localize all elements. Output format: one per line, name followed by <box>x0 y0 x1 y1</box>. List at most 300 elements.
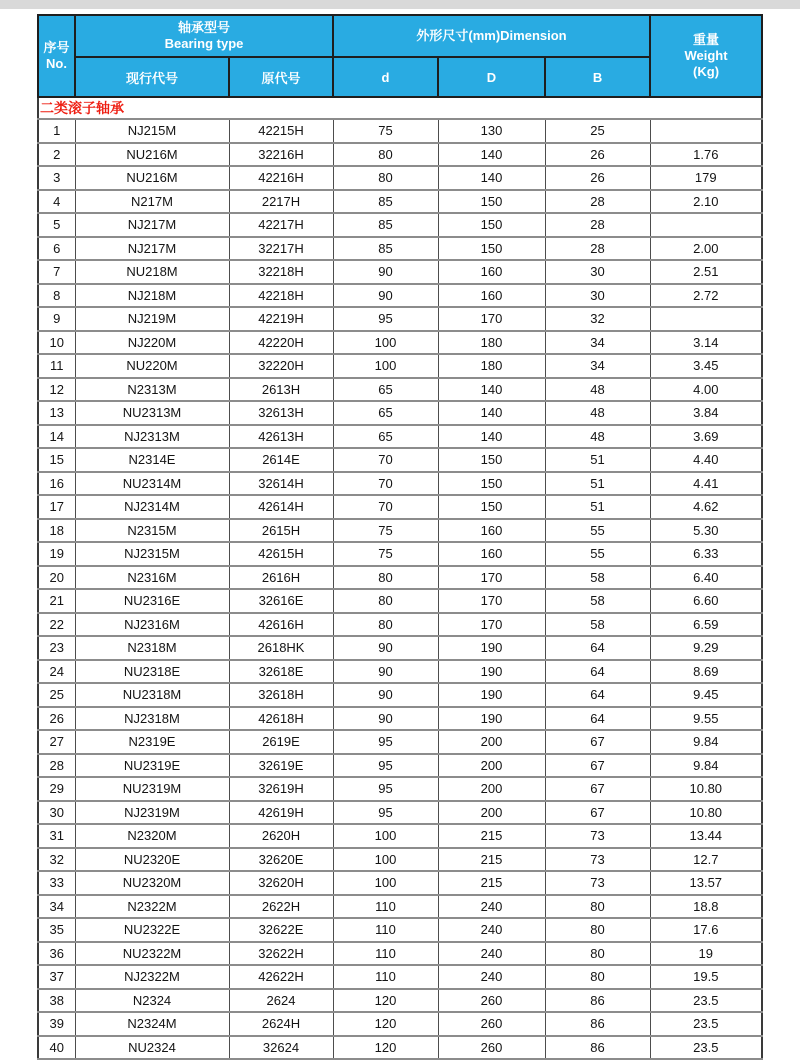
dim-B-cell: 51 <box>545 448 650 472</box>
dim-D-cell: 160 <box>438 260 545 284</box>
dim-D-cell: 160 <box>438 284 545 308</box>
weight-cell: 13.57 <box>650 871 762 895</box>
weight-cell: 23.5 <box>650 1036 762 1060</box>
dim-d-cell: 75 <box>333 119 438 143</box>
old-code-cell: 2619E <box>229 730 333 754</box>
table-row <box>38 683 762 707</box>
weight-cell: 6.33 <box>650 542 762 566</box>
dim-d-cell: 65 <box>333 401 438 425</box>
weight-cell: 3.45 <box>650 354 762 378</box>
dim-d-cell: 75 <box>333 519 438 543</box>
header-dim-d: d <box>333 57 438 97</box>
old-code-cell: 42613H <box>229 425 333 449</box>
dim-B-cell: 64 <box>545 636 650 660</box>
current-code-cell: NU2322E <box>75 918 229 942</box>
dim-B-cell: 48 <box>545 401 650 425</box>
weight-cell: 9.55 <box>650 707 762 731</box>
table-row <box>38 260 762 284</box>
row-no: 22 <box>38 613 75 637</box>
row-no: 25 <box>38 683 75 707</box>
header-dimension <box>333 15 650 57</box>
old-code-cell: 32618H <box>229 683 333 707</box>
old-code-cell: 32220H <box>229 354 333 378</box>
table-row <box>38 1012 762 1036</box>
table-row <box>38 143 762 167</box>
table-row <box>38 425 762 449</box>
current-code-cell: NJ2319M <box>75 801 229 825</box>
dim-D-cell: 200 <box>438 777 545 801</box>
old-code-cell: 32217H <box>229 237 333 261</box>
weight-cell <box>650 213 762 237</box>
dim-d-cell: 100 <box>333 354 438 378</box>
row-no: 16 <box>38 472 75 496</box>
dim-d-cell: 65 <box>333 378 438 402</box>
dim-D-cell: 240 <box>438 942 545 966</box>
dim-B-cell: 80 <box>545 965 650 989</box>
weight-cell: 3.84 <box>650 401 762 425</box>
weight-cell: 10.80 <box>650 801 762 825</box>
dim-D-cell: 170 <box>438 566 545 590</box>
table-row <box>38 871 762 895</box>
dim-B-cell: 55 <box>545 542 650 566</box>
weight-cell: 12.7 <box>650 848 762 872</box>
header-bearing-type <box>75 15 333 57</box>
table-row <box>38 965 762 989</box>
dim-B-cell: 80 <box>545 942 650 966</box>
weight-cell: 4.41 <box>650 472 762 496</box>
table-row <box>38 1036 762 1060</box>
old-code-cell: 32218H <box>229 260 333 284</box>
weight-cell: 2.51 <box>650 260 762 284</box>
row-no: 36 <box>38 942 75 966</box>
table-row <box>38 660 762 684</box>
dim-D-cell: 140 <box>438 143 545 167</box>
dim-D-cell: 150 <box>438 472 545 496</box>
row-no: 34 <box>38 895 75 919</box>
current-code-cell: NU216M <box>75 143 229 167</box>
dim-D-cell: 260 <box>438 1036 545 1060</box>
dim-B-cell: 26 <box>545 166 650 190</box>
dim-D-cell: 150 <box>438 495 545 519</box>
weight-cell: 4.40 <box>650 448 762 472</box>
header-no-zh: 序号 <box>43 39 70 55</box>
dim-D-cell: 240 <box>438 965 545 989</box>
table-row <box>38 942 762 966</box>
dim-D-cell: 140 <box>438 401 545 425</box>
weight-cell: 13.44 <box>650 824 762 848</box>
dim-d-cell: 110 <box>333 942 438 966</box>
header-weight <box>650 15 762 97</box>
row-no: 33 <box>38 871 75 895</box>
table-row <box>38 119 762 143</box>
table-row <box>38 472 762 496</box>
dim-B-cell: 55 <box>545 519 650 543</box>
row-no: 13 <box>38 401 75 425</box>
table-row <box>38 495 762 519</box>
old-code-cell: 32620E <box>229 848 333 872</box>
table-row <box>38 824 762 848</box>
dim-D-cell: 180 <box>438 354 545 378</box>
current-code-cell: N2320M <box>75 824 229 848</box>
weight-cell: 3.69 <box>650 425 762 449</box>
dim-D-cell: 190 <box>438 660 545 684</box>
table-row <box>38 707 762 731</box>
weight-cell: 6.40 <box>650 566 762 590</box>
dim-d-cell: 95 <box>333 307 438 331</box>
table-row <box>38 848 762 872</box>
row-no: 6 <box>38 237 75 261</box>
current-code-cell: NU2316E <box>75 589 229 613</box>
header-dim-B: B <box>545 57 650 97</box>
dim-D-cell: 260 <box>438 1012 545 1036</box>
dim-B-cell: 86 <box>545 1012 650 1036</box>
row-no: 28 <box>38 754 75 778</box>
dim-d-cell: 70 <box>333 495 438 519</box>
dim-B-cell: 67 <box>545 754 650 778</box>
dim-d-cell: 80 <box>333 166 438 190</box>
dim-D-cell: 190 <box>438 683 545 707</box>
weight-cell: 19.5 <box>650 965 762 989</box>
dim-B-cell: 48 <box>545 425 650 449</box>
row-no: 27 <box>38 730 75 754</box>
dim-D-cell: 215 <box>438 848 545 872</box>
weight-cell: 17.6 <box>650 918 762 942</box>
dim-D-cell: 200 <box>438 730 545 754</box>
row-no: 2 <box>38 143 75 167</box>
old-code-cell: 42616H <box>229 613 333 637</box>
old-code-cell: 42614H <box>229 495 333 519</box>
dim-d-cell: 80 <box>333 613 438 637</box>
section-row <box>38 97 762 119</box>
dim-d-cell: 90 <box>333 707 438 731</box>
header-current-code: 现行代号 <box>75 57 229 97</box>
current-code-cell: NJ2316M <box>75 613 229 637</box>
old-code-cell: 32614H <box>229 472 333 496</box>
weight-cell: 19 <box>650 942 762 966</box>
old-code-cell: 42618H <box>229 707 333 731</box>
current-code-cell: N2314E <box>75 448 229 472</box>
header-weight-en: Weight <box>684 47 728 63</box>
row-no: 5 <box>38 213 75 237</box>
dim-D-cell: 240 <box>438 918 545 942</box>
old-code-cell: 42218H <box>229 284 333 308</box>
dim-d-cell: 110 <box>333 895 438 919</box>
table-row <box>38 519 762 543</box>
dim-D-cell: 240 <box>438 895 545 919</box>
table-row <box>38 589 762 613</box>
row-no: 24 <box>38 660 75 684</box>
weight-cell: 9.45 <box>650 683 762 707</box>
old-code-cell: 32624 <box>229 1036 333 1060</box>
table-row <box>38 331 762 355</box>
dim-d-cell: 95 <box>333 777 438 801</box>
current-code-cell: N2318M <box>75 636 229 660</box>
old-code-cell: 42216H <box>229 166 333 190</box>
table-row <box>38 989 762 1013</box>
old-code-cell: 42619H <box>229 801 333 825</box>
old-code-cell: 42615H <box>229 542 333 566</box>
current-code-cell: NU2318E <box>75 660 229 684</box>
header-dimension-label: 外形尺寸(mm)Dimension <box>416 27 567 43</box>
old-code-cell: 2624H <box>229 1012 333 1036</box>
current-code-cell: NU218M <box>75 260 229 284</box>
dim-B-cell: 28 <box>545 237 650 261</box>
old-code-cell: 42622H <box>229 965 333 989</box>
table-row <box>38 401 762 425</box>
row-no: 35 <box>38 918 75 942</box>
old-code-cell: 2217H <box>229 190 333 214</box>
row-no: 29 <box>38 777 75 801</box>
old-code-cell: 42219H <box>229 307 333 331</box>
header-bearing-type-en: Bearing type <box>164 36 244 51</box>
dim-D-cell: 140 <box>438 378 545 402</box>
weight-cell: 6.59 <box>650 613 762 637</box>
dim-D-cell: 150 <box>438 448 545 472</box>
row-no: 9 <box>38 307 75 331</box>
row-no: 17 <box>38 495 75 519</box>
table-row <box>38 237 762 261</box>
dim-B-cell: 34 <box>545 354 650 378</box>
dim-d-cell: 110 <box>333 965 438 989</box>
header-weight-zh: 重量 <box>693 31 720 47</box>
current-code-cell: NJ219M <box>75 307 229 331</box>
row-no: 30 <box>38 801 75 825</box>
dim-D-cell: 215 <box>438 871 545 895</box>
table-row <box>38 354 762 378</box>
dim-B-cell: 64 <box>545 707 650 731</box>
dim-B-cell: 80 <box>545 895 650 919</box>
dim-d-cell: 100 <box>333 848 438 872</box>
row-no: 21 <box>38 589 75 613</box>
weight-cell: 2.10 <box>650 190 762 214</box>
table-row <box>38 284 762 308</box>
weight-cell: 3.14 <box>650 331 762 355</box>
current-code-cell: N2324 <box>75 989 229 1013</box>
dim-D-cell: 130 <box>438 119 545 143</box>
dim-D-cell: 260 <box>438 989 545 1013</box>
table-row <box>38 730 762 754</box>
dim-B-cell: 51 <box>545 472 650 496</box>
table-row <box>38 918 762 942</box>
dim-d-cell: 90 <box>333 636 438 660</box>
row-no: 40 <box>38 1036 75 1060</box>
dim-B-cell: 58 <box>545 566 650 590</box>
old-code-cell: 2614E <box>229 448 333 472</box>
current-code-cell: NJ2315M <box>75 542 229 566</box>
dim-B-cell: 73 <box>545 871 650 895</box>
dim-d-cell: 90 <box>333 683 438 707</box>
old-code-cell: 32616E <box>229 589 333 613</box>
current-code-cell: N2316M <box>75 566 229 590</box>
current-code-cell: N217M <box>75 190 229 214</box>
dim-B-cell: 67 <box>545 801 650 825</box>
dim-B-cell: 64 <box>545 660 650 684</box>
weight-cell: 2.00 <box>650 237 762 261</box>
page-top-edge <box>0 0 800 9</box>
dim-d-cell: 65 <box>333 425 438 449</box>
current-code-cell: NU2314M <box>75 472 229 496</box>
header-old-code: 原代号 <box>229 57 333 97</box>
old-code-cell: 32620H <box>229 871 333 895</box>
table-row <box>38 801 762 825</box>
table-row <box>38 636 762 660</box>
current-code-cell: NU2319M <box>75 777 229 801</box>
dim-B-cell: 58 <box>545 613 650 637</box>
table-row <box>38 448 762 472</box>
dim-d-cell: 70 <box>333 472 438 496</box>
dim-B-cell: 30 <box>545 284 650 308</box>
current-code-cell: NU2324 <box>75 1036 229 1060</box>
dim-D-cell: 180 <box>438 331 545 355</box>
current-code-cell: N2322M <box>75 895 229 919</box>
section-title: 二类滚子轴承 <box>38 97 762 119</box>
current-code-cell: NU2318M <box>75 683 229 707</box>
old-code-cell: 32622E <box>229 918 333 942</box>
table-row <box>38 895 762 919</box>
dim-B-cell: 67 <box>545 730 650 754</box>
row-no: 1 <box>38 119 75 143</box>
current-code-cell: NU2322M <box>75 942 229 966</box>
old-code-cell: 42220H <box>229 331 333 355</box>
row-no: 31 <box>38 824 75 848</box>
row-no: 10 <box>38 331 75 355</box>
dim-d-cell: 90 <box>333 260 438 284</box>
table-row <box>38 378 762 402</box>
table-row <box>38 542 762 566</box>
old-code-cell: 32619H <box>229 777 333 801</box>
table-row <box>38 190 762 214</box>
current-code-cell: NU2313M <box>75 401 229 425</box>
row-no: 11 <box>38 354 75 378</box>
weight-cell: 9.84 <box>650 754 762 778</box>
dim-B-cell: 51 <box>545 495 650 519</box>
row-no: 26 <box>38 707 75 731</box>
current-code-cell: NJ2318M <box>75 707 229 731</box>
dim-B-cell: 48 <box>545 378 650 402</box>
table-header <box>38 15 762 97</box>
weight-cell: 179 <box>650 166 762 190</box>
dim-D-cell: 140 <box>438 425 545 449</box>
weight-cell: 18.8 <box>650 895 762 919</box>
bearing-spec-table <box>37 14 763 1060</box>
dim-B-cell: 73 <box>545 848 650 872</box>
old-code-cell: 32216H <box>229 143 333 167</box>
current-code-cell: N2324M <box>75 1012 229 1036</box>
dim-D-cell: 190 <box>438 636 545 660</box>
dim-D-cell: 200 <box>438 754 545 778</box>
current-code-cell: N2315M <box>75 519 229 543</box>
table-row <box>38 777 762 801</box>
current-code-cell: NJ2314M <box>75 495 229 519</box>
dim-B-cell: 32 <box>545 307 650 331</box>
weight-cell: 9.84 <box>650 730 762 754</box>
dim-B-cell: 28 <box>545 190 650 214</box>
dim-B-cell: 73 <box>545 824 650 848</box>
row-no: 4 <box>38 190 75 214</box>
weight-cell: 2.72 <box>650 284 762 308</box>
dim-d-cell: 95 <box>333 801 438 825</box>
dim-B-cell: 64 <box>545 683 650 707</box>
row-no: 8 <box>38 284 75 308</box>
current-code-cell: NJ215M <box>75 119 229 143</box>
current-code-cell: NJ217M <box>75 213 229 237</box>
dim-D-cell: 200 <box>438 801 545 825</box>
table-body <box>38 97 762 1059</box>
weight-cell: 6.60 <box>650 589 762 613</box>
dim-D-cell: 160 <box>438 519 545 543</box>
dim-D-cell: 170 <box>438 307 545 331</box>
dim-B-cell: 28 <box>545 213 650 237</box>
dim-d-cell: 80 <box>333 143 438 167</box>
dim-d-cell: 85 <box>333 237 438 261</box>
dim-d-cell: 80 <box>333 589 438 613</box>
dim-B-cell: 25 <box>545 119 650 143</box>
current-code-cell: NU2319E <box>75 754 229 778</box>
dim-B-cell: 80 <box>545 918 650 942</box>
weight-cell: 9.29 <box>650 636 762 660</box>
dim-d-cell: 100 <box>333 824 438 848</box>
old-code-cell: 2613H <box>229 378 333 402</box>
dim-D-cell: 190 <box>438 707 545 731</box>
dim-d-cell: 80 <box>333 566 438 590</box>
table-row <box>38 307 762 331</box>
old-code-cell: 2615H <box>229 519 333 543</box>
dim-B-cell: 86 <box>545 989 650 1013</box>
row-no: 32 <box>38 848 75 872</box>
weight-cell: 4.00 <box>650 378 762 402</box>
dim-B-cell: 34 <box>545 331 650 355</box>
dim-d-cell: 110 <box>333 918 438 942</box>
current-code-cell: NJ2322M <box>75 965 229 989</box>
row-no: 23 <box>38 636 75 660</box>
weight-cell <box>650 307 762 331</box>
old-code-cell: 32622H <box>229 942 333 966</box>
dim-D-cell: 150 <box>438 190 545 214</box>
dim-D-cell: 150 <box>438 237 545 261</box>
row-no: 18 <box>38 519 75 543</box>
current-code-cell: NJ218M <box>75 284 229 308</box>
weight-cell: 5.30 <box>650 519 762 543</box>
table-row <box>38 166 762 190</box>
dim-d-cell: 75 <box>333 542 438 566</box>
dim-d-cell: 100 <box>333 871 438 895</box>
dim-D-cell: 150 <box>438 213 545 237</box>
old-code-cell: 32619E <box>229 754 333 778</box>
row-no: 38 <box>38 989 75 1013</box>
dim-B-cell: 26 <box>545 143 650 167</box>
weight-cell: 10.80 <box>650 777 762 801</box>
header-bearing-type-zh: 轴承型号 <box>177 19 230 35</box>
old-code-cell: 2618HK <box>229 636 333 660</box>
weight-cell: 4.62 <box>650 495 762 519</box>
dim-d-cell: 120 <box>333 1036 438 1060</box>
dim-B-cell: 58 <box>545 589 650 613</box>
dim-B-cell: 67 <box>545 777 650 801</box>
current-code-cell: NU2320M <box>75 871 229 895</box>
old-code-cell: 2622H <box>229 895 333 919</box>
dim-B-cell: 30 <box>545 260 650 284</box>
old-code-cell: 2620H <box>229 824 333 848</box>
dim-d-cell: 95 <box>333 754 438 778</box>
current-code-cell: N2319E <box>75 730 229 754</box>
current-code-cell: N2313M <box>75 378 229 402</box>
dim-D-cell: 215 <box>438 824 545 848</box>
dim-d-cell: 85 <box>333 213 438 237</box>
current-code-cell: NJ217M <box>75 237 229 261</box>
dim-B-cell: 86 <box>545 1036 650 1060</box>
table-row <box>38 754 762 778</box>
old-code-cell: 42217H <box>229 213 333 237</box>
